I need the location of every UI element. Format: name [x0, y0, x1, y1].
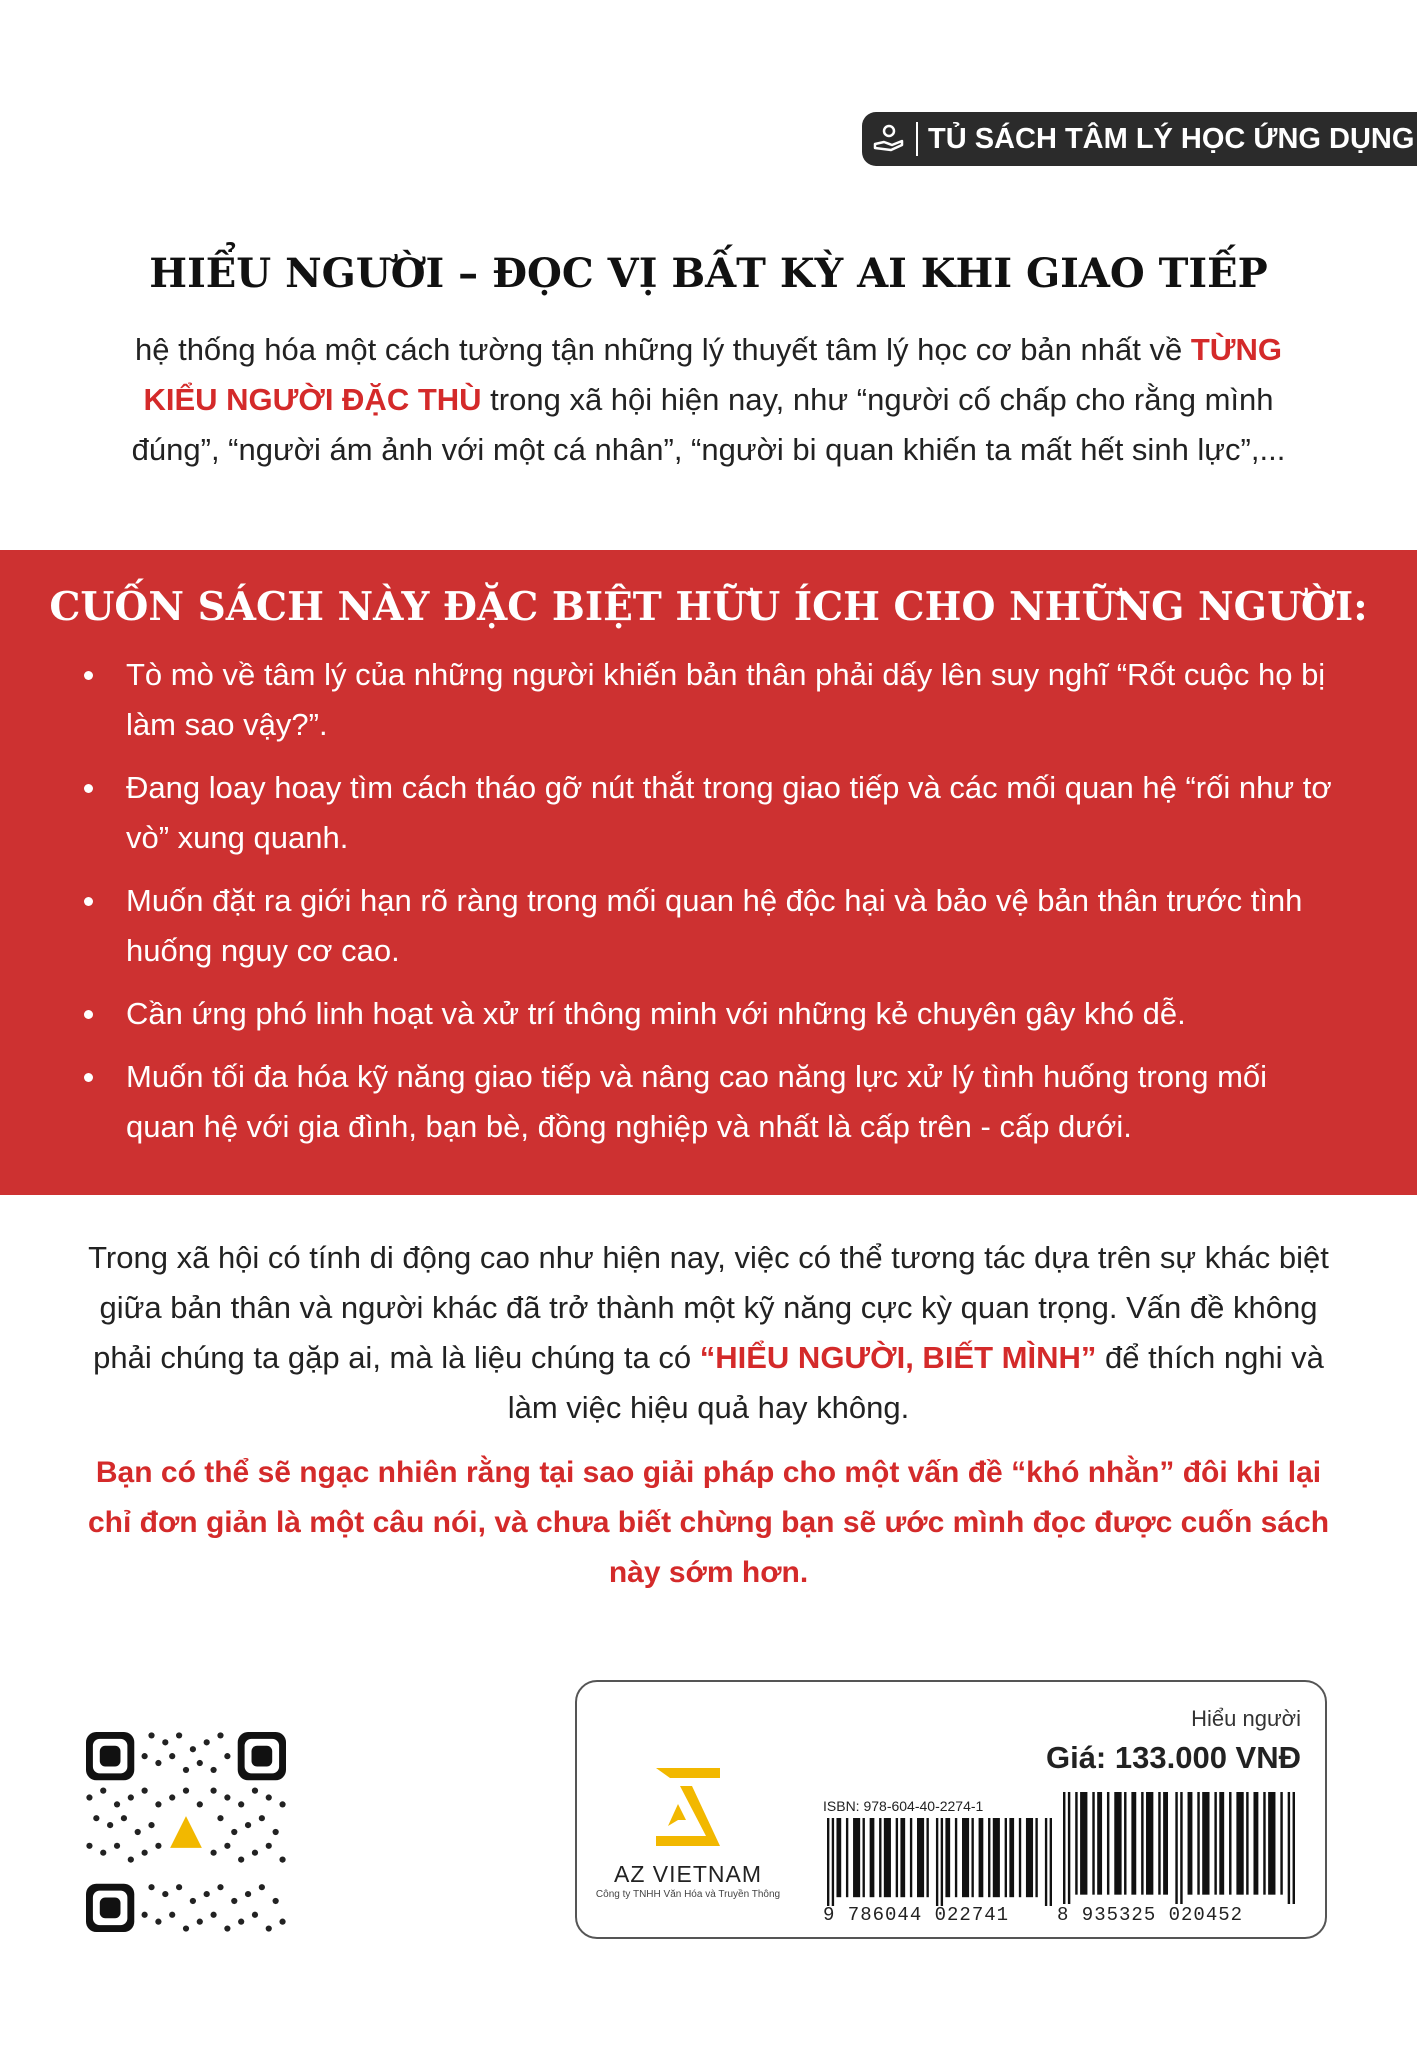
publisher-name: AZ VIETNAM	[613, 1861, 762, 1887]
body-text-2: để thích nghi và làm việc hiệu quả hay không.	[507, 1340, 1324, 1425]
divider	[916, 122, 918, 156]
isbn-number: 9 786044 022741	[823, 1904, 1010, 1926]
isbn-barcode	[827, 1818, 1052, 1906]
audience-list	[80, 650, 1335, 1165]
price: Giá: 133.000 VNĐ	[1045, 1740, 1301, 1775]
intro-paragraph	[100, 325, 1317, 475]
body-paragraph	[86, 1233, 1331, 1433]
intro-text-1: hệ thống hóa một cách tường tận những lý thuyết tâm lý học cơ bản nhất về	[134, 332, 1183, 367]
body-text-1: Trong xã hội có tính di động cao như hiện nay, việc có thể tương tác dựa trên sự khác biệt giữa bản thân và người khác đã trở thành một kỹ năng cực kỳ quan trọng. Vấn đề không phải chúng ta gặp ai, mà là liệu chúng ta có	[88, 1240, 1329, 1375]
publisher-company: Công ty TNHH Văn Hóa và Truyền Thông	[595, 1889, 781, 1900]
isbn-label: ISBN: 978-604-40-2274-1	[823, 1798, 984, 1814]
closing-statement: Bạn có thể sẽ ngạc nhiên rằng tại sao giải pháp cho một vấn đề “khó nhằn” đôi khi lại chỉ đơn giản là một câu nói, và chưa biết chừng bạn sẽ ước mình đọc được cuốn sách này sớm hơn.	[87, 1456, 1330, 1589]
list-item: Muốn tối đa hóa kỹ năng giao tiếp và nâng cao năng lực xử lý tình huống trong mối quan hệ với gia đình, bạn bè, đồng nghiệp và nhất là cấp trên - cấp dưới.	[80, 1052, 1335, 1152]
intro-text-2: trong xã hội hiện nay, như “người cố chấp cho rằng mình đúng”, “người ám ảnh với một cá nhân”, “người bi quan khiến ta mất hết sinh lực”,...	[131, 382, 1286, 467]
publisher-logo	[593, 1764, 783, 1934]
price-barcode-number: 8 935325 020452	[1057, 1904, 1244, 1926]
headline: HIỂU NGƯỜI – ĐỌC VỊ BẤT KỲ AI KHI GIAO TIẾP	[149, 250, 1268, 297]
list-item: Tò mò về tâm lý của những người khiến bản thân phải dấy lên suy nghĩ “Rốt cuộc họ bị làm sao vậy?”.	[80, 650, 1335, 750]
qr-code	[86, 1732, 286, 1932]
list-item: Muốn đặt ra giới hạn rõ ràng trong mối quan hệ độc hại và bảo vệ bản thân trước tình huống nguy cơ cao.	[80, 876, 1335, 976]
series-tag	[862, 112, 1417, 166]
list-item: Cần ứng phó linh hoạt và xử trí thông minh với những kẻ chuyên gây khó dễ.	[80, 989, 1335, 1039]
audience-title: CUỐN SÁCH NÀY ĐẶC BIỆT HỮU ÍCH CHO NHỮNG NGƯỜI:	[49, 584, 1368, 630]
intro-highlight: TỪNG KIỂU NGƯỜI ĐẶC THÙ	[143, 332, 1282, 417]
list-item: Đang loay hoay tìm cách tháo gỡ nút thắt trong giao tiếp và các mối quan hệ “rối như tơ vò” xung quanh.	[80, 763, 1335, 863]
book-name: Hiểu người	[1191, 1706, 1301, 1731]
hand-icon	[862, 112, 916, 166]
barcode-panel	[575, 1680, 1327, 1939]
series-label: TỦ SÁCH TÂM LÝ HỌC ỨNG DỤNG	[928, 122, 1415, 155]
body-highlight: “HIỂU NGƯỜI, BIẾT MÌNH”	[699, 1340, 1097, 1375]
price-barcode	[1063, 1792, 1295, 1904]
az-logo-icon	[648, 1764, 728, 1854]
